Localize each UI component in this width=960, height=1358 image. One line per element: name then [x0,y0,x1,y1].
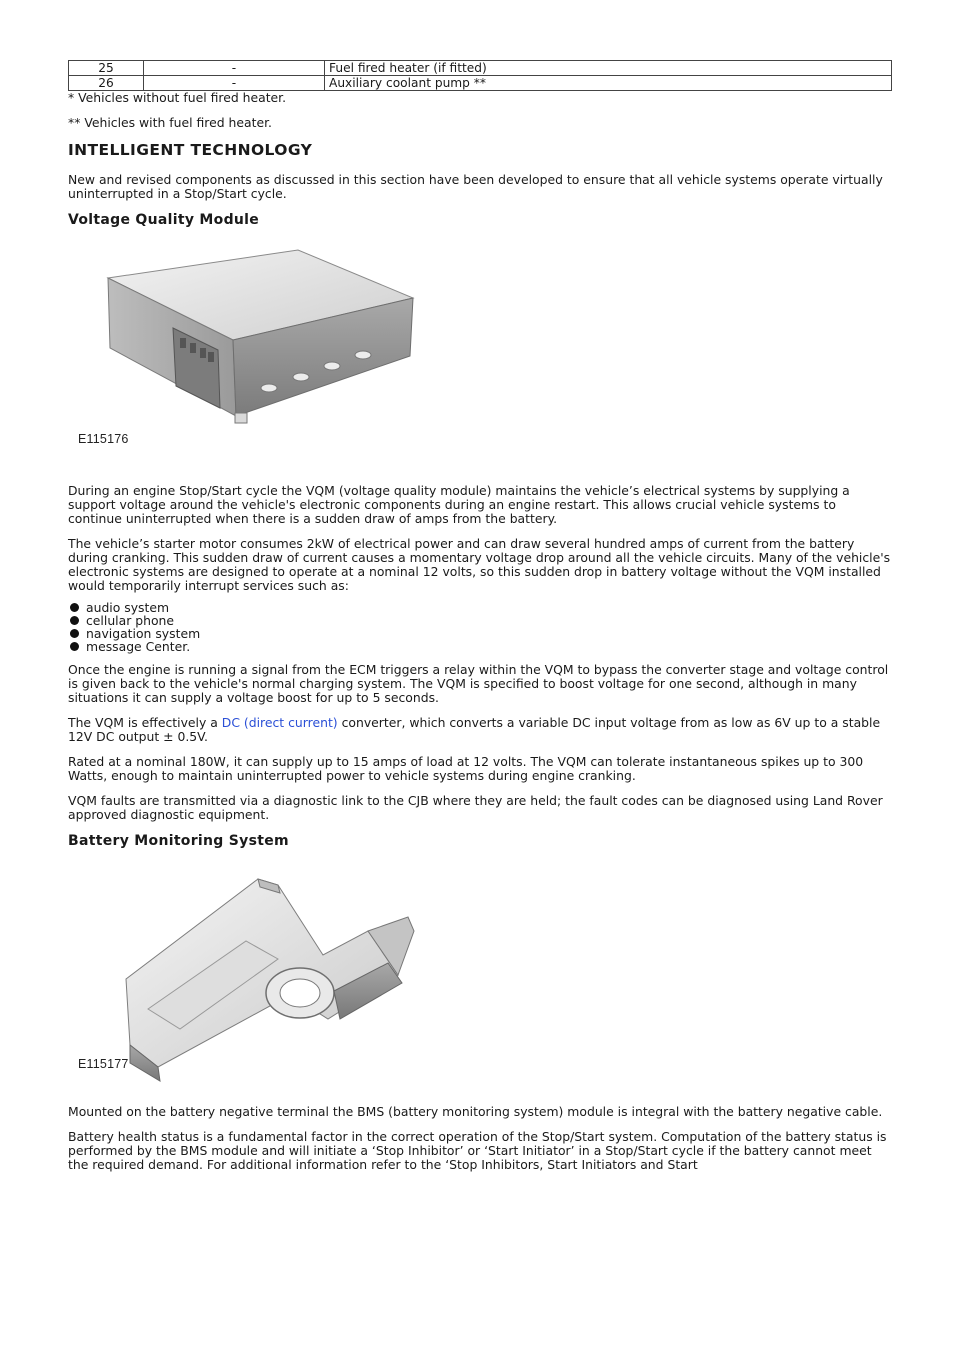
bms-figure [68,859,892,1091]
fuse-dash: - [144,61,325,76]
fuse-table [68,60,892,91]
fuse-description: Auxiliary coolant pump ** [325,76,892,91]
vqm-paragraph [68,716,892,744]
fuse-number: 25 [69,61,144,76]
footnote-2: ** Vehicles with fuel fired heater. [68,115,272,130]
figure-label: E115176 [78,432,129,446]
bms-paragraph: Battery health status is a fundamental factor in the correct operation of the Stop/Start system. Computation of the battery status is performed by the BMS module and will initiate a ‘Stop Inhibitor’ or ‘Start Initiator’ in a Stop/Start cycle if the battery cannot meet the required demand. For additional information refer to the ‘Stop Inhibitors, Start Initiators and Start [68,1129,887,1172]
list-item: cellular phone [86,614,892,627]
footnote-1: * Vehicles without fuel fired heater. [68,90,287,105]
table-row [69,76,892,91]
services-list [68,601,892,653]
text-span: converter, which converts a variable DC input voltage from as low as 6V up to a stable 12V DC output ± 0.5V. [68,715,881,744]
dc-definition-link[interactable]: DC (direct current) [221,715,338,730]
vqm-paragraph: During an engine Stop/Start cycle the VQM (voltage quality module) maintains the vehicle’s electrical systems by supplying a support voltage around the vehicle's electronic components during an engine restart. This allows crucial vehicle systems to continue uninterrupted when there is a sudden draw of amps from the battery. [68,483,850,526]
vqm-figure [68,238,892,470]
figure-label: E115177 [78,1057,129,1071]
table-row [69,61,892,76]
section-heading: INTELLIGENT TECHNOLOGY [68,141,313,159]
list-item: navigation system [86,627,892,640]
document-page [68,60,892,1183]
vqm-paragraph: Once the engine is running a signal from the ECM triggers a relay within the VQM to bypass the converter stage and voltage control is given back to the vehicle's normal charging system. The VQM is specified to boost voltage for one second, although in many situations it can supply a voltage boost for up to 5 seconds. [68,662,889,705]
vqm-heading: Voltage Quality Module [68,212,260,228]
vqm-paragraph: Rated at a nominal 180W, it can supply up to 15 amps of load at 12 volts. The VQM can tolerate instantaneous spikes up to 300 Watts, enough to maintain uninterrupted power to vehicle systems during engine cranking. [68,754,864,783]
text-span: The VQM is effectively a [68,715,222,730]
fuse-dash: - [144,76,325,91]
vqm-paragraph: VQM faults are transmitted via a diagnostic link to the CJB where they are held; the fault codes can be diagnosed using Land Rover approved diagnostic equipment. [68,793,883,822]
list-item: message Center. [86,640,892,653]
bms-heading: Battery Monitoring System [68,833,289,849]
vqm-paragraph: The vehicle’s starter motor consumes 2kW of electrical power and can draw several hundred amps of current from the battery during cranking. This sudden draw of current causes a momentary voltage drop around all the vehicle circuits. Many of the vehicle's electronic systems are designed to operate at a nominal 12 volts, so this sudden drop in battery voltage without the VQM installed would temporarily interrupt services such as: [68,536,891,593]
intro-paragraph: New and revised components as discussed in this section have been developed to ensure that all vehicle systems operate virtually uninterrupted in a Stop/Start cycle. [68,172,883,201]
bms-paragraph: Mounted on the battery negative terminal the BMS (battery monitoring system) module is integral with the battery negative cable. [68,1104,883,1119]
list-item: audio system [86,601,892,614]
fuse-description: Fuel fired heater (if fitted) [325,61,892,76]
fuse-number: 26 [69,76,144,91]
